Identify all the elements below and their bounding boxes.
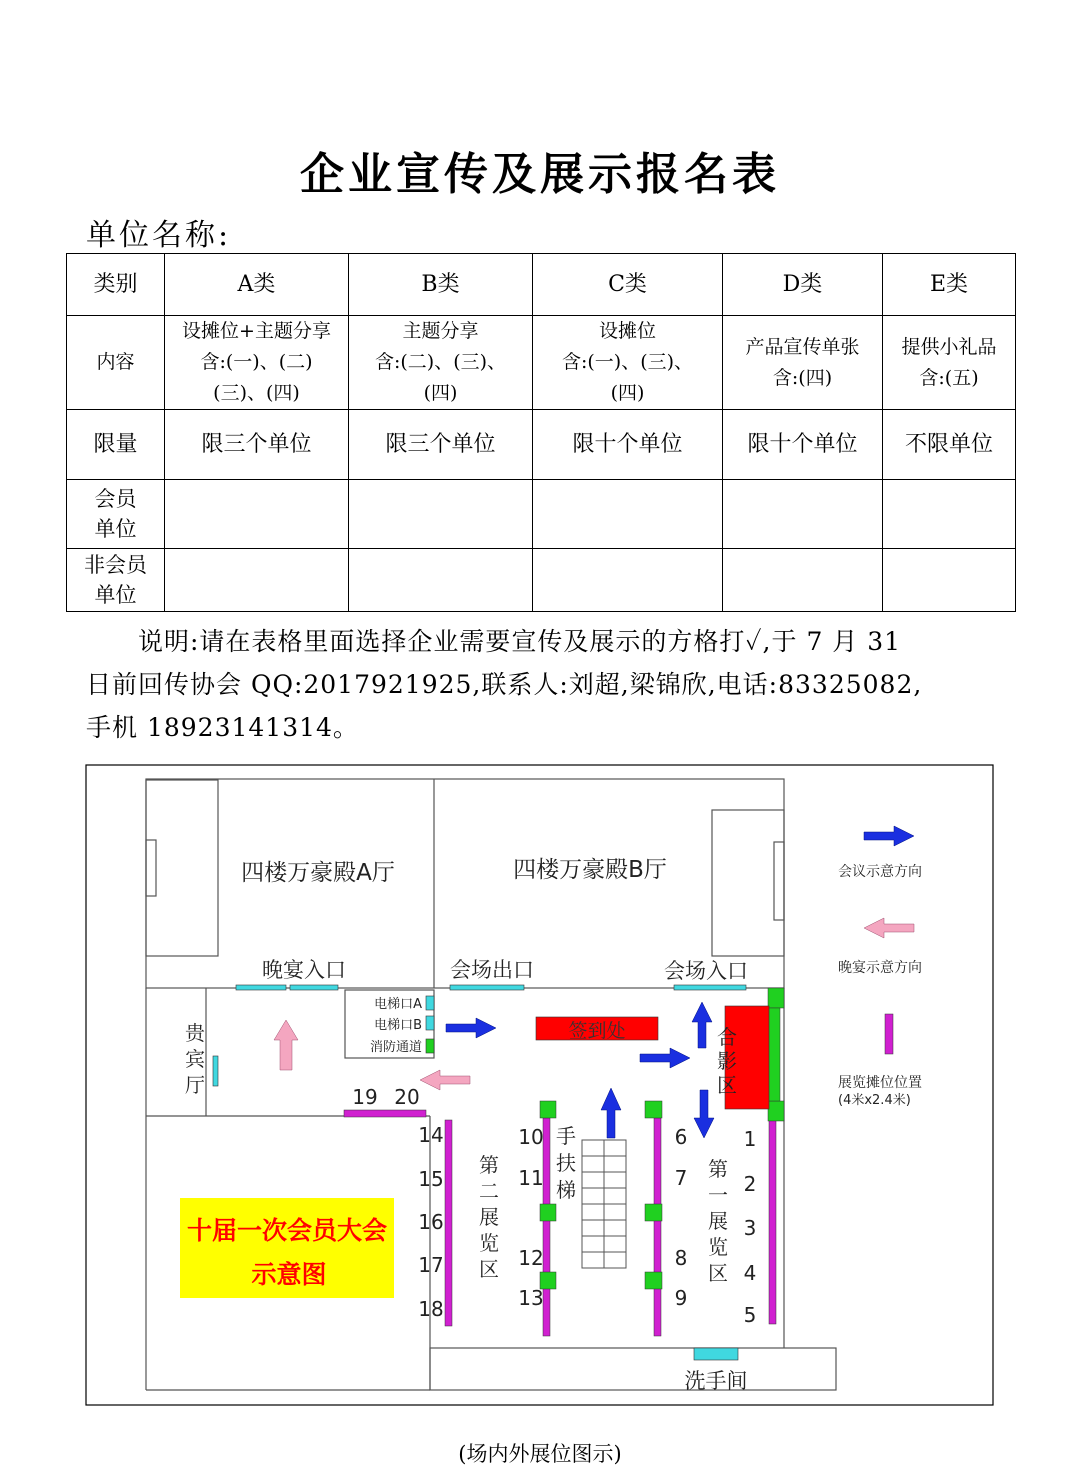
limit-cell: 不限单位 [883,410,1016,480]
escalator-char: 扶 [556,1151,576,1175]
booth-number: 8 [674,1246,688,1270]
zone1-char: 第 [708,1157,728,1181]
booth-number: 15 [418,1167,444,1191]
booth-number: 4 [743,1261,757,1285]
header-cell: B类 [349,254,533,316]
zone1-char: 览 [708,1235,728,1259]
content-line: 含:(二)、(三)、 [374,351,507,373]
banquet-entrance-label: 晚宴入口 [262,958,346,982]
photo-area-char: 区 [717,1073,737,1097]
content-line: (四) [423,382,458,404]
vip-room-char: 贵 [185,1021,205,1045]
zone2-char: 展 [479,1205,499,1229]
map-caption: (场内外展位图示) [458,1442,622,1466]
booth-number: 7 [674,1166,688,1190]
row-label-line: 会员 [94,487,137,511]
booth-number: 9 [674,1286,688,1310]
booth-number: 14 [418,1123,444,1147]
limit-cell: 限十个单位 [723,410,883,480]
header-cell: 类别 [67,254,165,316]
legend-banquet-label: 晚宴示意方向 [838,960,922,976]
banquet-arrows [274,918,914,1090]
checkin-label: 签到处 [568,1020,626,1042]
note-line: 日前回传协会 QQ:2017921925,联系人:刘超,梁锦欣,电话:83325082, [86,670,923,699]
legend-meeting-label: 会议示意方向 [838,864,922,880]
booth-number: 3 [743,1216,757,1240]
vip-room-char: 厅 [185,1073,205,1097]
restroom-label: 洗手间 [684,1369,748,1393]
elevator-a-label: 电梯口A [374,997,422,1012]
content-line: 产品宣传单张 [745,335,860,358]
zone2-char: 第 [479,1153,499,1177]
booth-number: 16 [418,1210,444,1234]
zone2-char: 二 [479,1179,499,1203]
photo-area-char: 合 [717,1025,737,1049]
booth-number: 12 [518,1246,544,1270]
row-label: 内容 [67,316,165,410]
legend-booth-swatch [885,1014,893,1054]
limit-cell: 限三个单位 [349,410,533,480]
booth-number: 19 [352,1085,378,1109]
row-label-line: 非会员 [84,553,147,577]
zone1-char: 区 [708,1261,728,1285]
vip-room-char: 宾 [185,1047,205,1071]
content-line: 含:(一)、(二) [200,351,313,373]
booth-number: 10 [518,1125,544,1149]
limit-cell: 限十个单位 [533,410,723,480]
zone2-char: 览 [479,1231,499,1255]
legend-booth-size: (4米x2.4米) [838,1093,911,1108]
content-line: 含:(四) [772,366,833,389]
booth-number: 1 [743,1127,757,1151]
header-cell: D类 [723,254,883,316]
booth-number: 2 [743,1172,757,1196]
content-line: (四) [610,382,645,404]
content-line: (三)、(四) [213,382,300,404]
elevator-b-label: 电梯口B [374,1018,422,1033]
content-line: 主题分享 [402,320,479,342]
limit-cell: 限三个单位 [165,410,349,480]
booth-number: 20 [394,1085,420,1109]
page-title: 企业宣传及展示报名表 [300,149,780,200]
zone1-char: 展 [708,1209,728,1233]
booth-number: 17 [418,1253,444,1277]
escalator-graphic [582,1140,626,1268]
zone2-char: 区 [479,1257,499,1281]
booth-number: 5 [743,1303,757,1327]
photo-area-char: 影 [717,1049,737,1073]
meeting-title-line: 十届一次会员大会 [186,1216,388,1245]
content-line: 设摊位+主题分享 [182,320,331,342]
booth-number: 18 [418,1297,444,1321]
escalator-char: 手 [556,1124,576,1148]
zone1-char: 一 [708,1183,728,1207]
row-label-line: 单位 [94,517,137,541]
row-label: 限量 [67,410,165,480]
fire-exit-door [426,1039,434,1053]
content-line: 提供小礼品 [901,335,997,358]
venue-entrance-label: 会场入口 [664,959,748,983]
hall-a-label: 四楼万豪殿A厅 [241,860,395,886]
venue-exit-label: 会场出口 [450,958,534,982]
note-line: 说明:请在表格里面选择企业需要宣传及展示的方格打✓,于 7 月 31 [138,627,902,656]
header-cell: C类 [533,254,723,316]
fire-exit-label: 消防通道 [369,1040,422,1055]
content-line: 含:(一)、(三)、 [561,351,694,373]
unit-name-label: 单位名称: [86,218,232,253]
header-cell: E类 [883,254,1016,316]
row-label-line: 单位 [94,583,137,607]
hall-b-label: 四楼万豪殿B厅 [513,857,667,883]
booth-number: 6 [674,1125,688,1149]
legend-booth-label: 展览摊位位置 [838,1075,922,1091]
header-cell: A类 [165,254,349,316]
note-line: 手机 18923141314。 [86,713,359,742]
content-line: 含:(五) [919,366,979,389]
booth-number: 13 [518,1286,544,1310]
escalator-char: 梯 [556,1178,576,1202]
booth-number: 11 [518,1166,544,1190]
content-line: 设摊位 [598,320,656,342]
meeting-title-line: 示意图 [251,1260,327,1289]
